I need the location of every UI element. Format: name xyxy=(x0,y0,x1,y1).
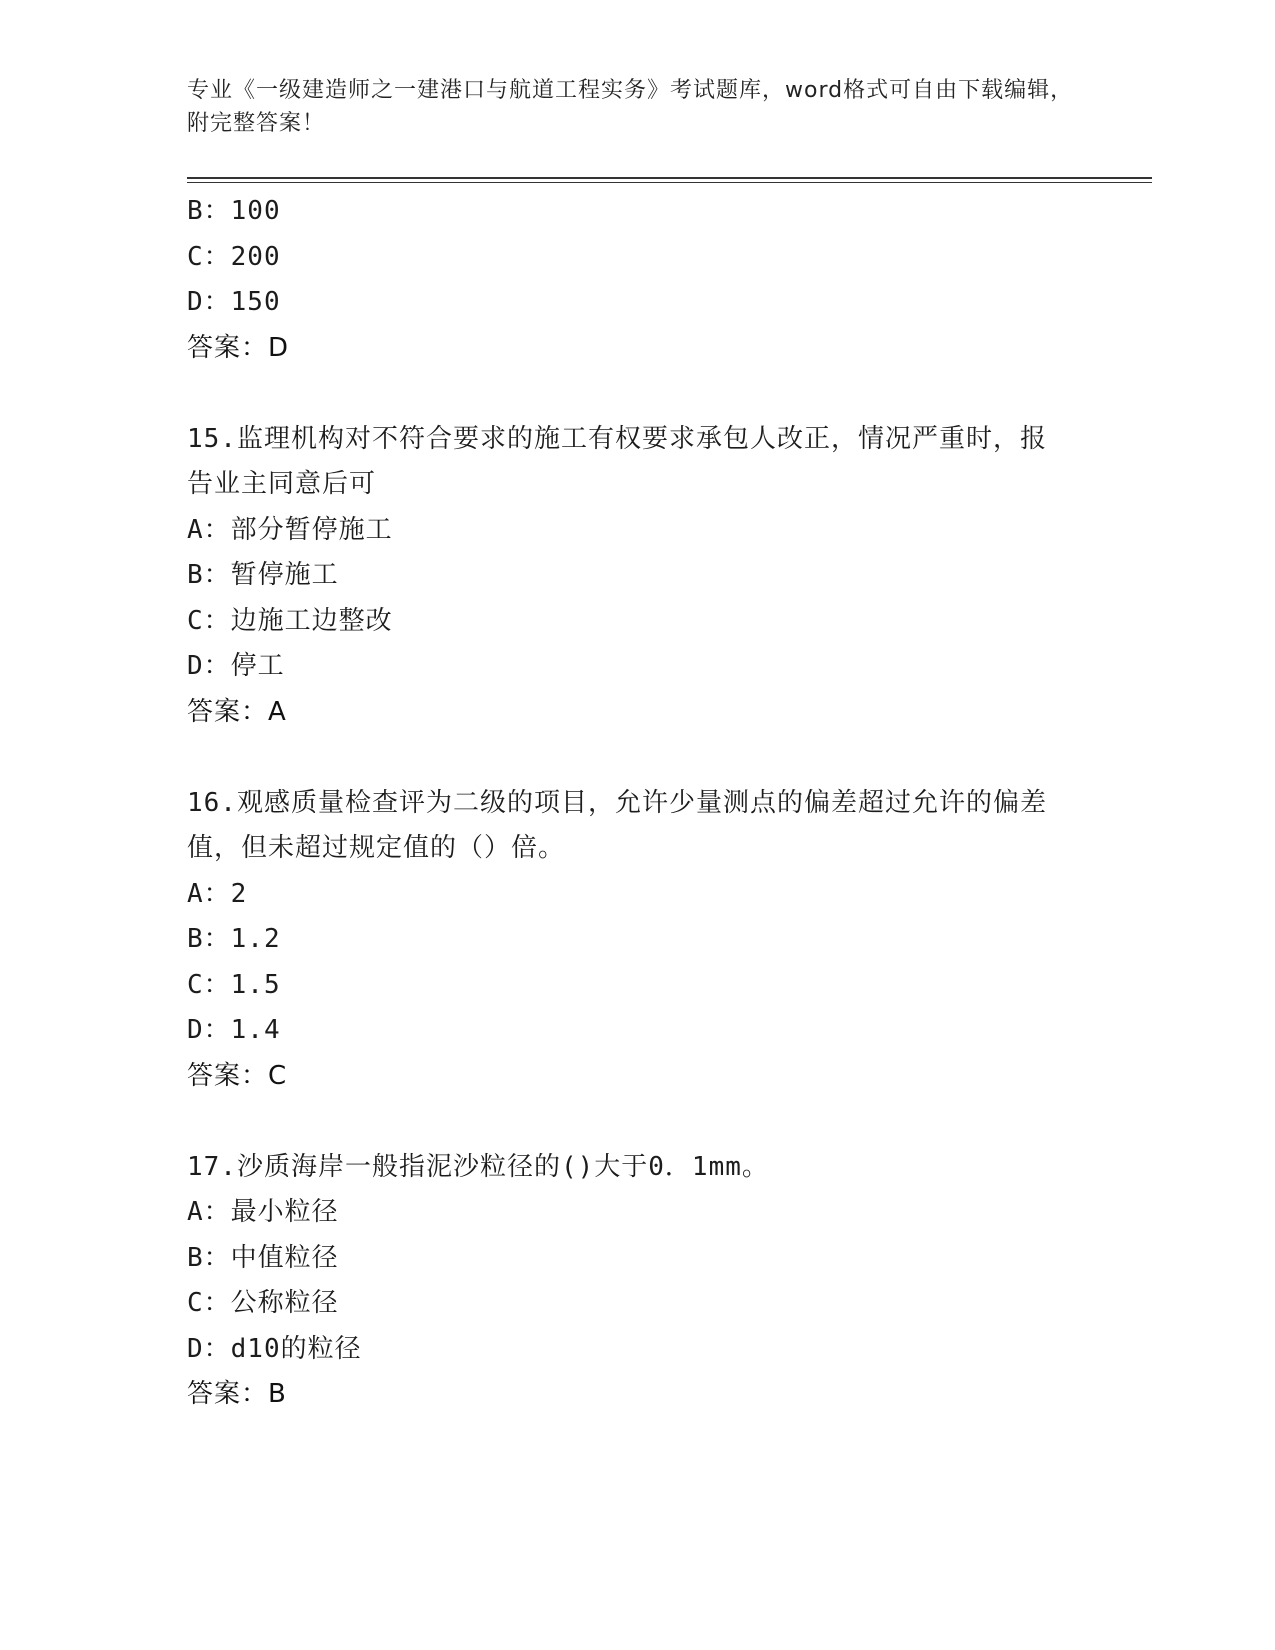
answer-line: 答案：A xyxy=(187,696,287,727)
option-b: B：暂停施工 xyxy=(187,560,339,590)
spacer xyxy=(187,371,1152,417)
option-b: B：1.2 xyxy=(187,924,281,954)
answer-line: 答案：B xyxy=(187,1379,287,1409)
answer-line: 答案：C xyxy=(187,1060,288,1091)
question-stem-16: 16.观感质量检查评为二级的项目，允许少量测点的偏差超过允许的偏差值，但未超过规定值的（）倍。 xyxy=(187,787,1047,863)
option-a: A：最小粒径 xyxy=(187,1197,339,1227)
option-d: D：1.4 xyxy=(187,1015,281,1045)
document-header: 专业《一级建造师之一建港口与航道工程实务》考试题库，word格式可自由下载编辑，附完整答案！ xyxy=(187,78,1074,136)
answer-line: 答案：D xyxy=(187,332,290,363)
question-stem-15: 15.监理机构对不符合要求的施工有权要求承包人改正，情况严重时，报告业主同意后可 xyxy=(187,423,1047,499)
question-list xyxy=(187,189,1152,1418)
option-a: A：2 xyxy=(187,878,248,909)
option-b: B：100 xyxy=(187,196,281,226)
option-c: C：200 xyxy=(187,241,281,272)
spacer xyxy=(187,735,1152,781)
header-rule-thin xyxy=(187,182,1152,183)
option-c: C：边施工边整改 xyxy=(187,605,393,636)
option-c: C：公称粒径 xyxy=(187,1288,339,1318)
option-c: C：1.5 xyxy=(187,969,281,1000)
option-d: D：停工 xyxy=(187,651,285,681)
option-a: A：部分暂停施工 xyxy=(187,514,393,545)
option-d: D：150 xyxy=(187,287,281,317)
header-rule-thick xyxy=(187,177,1152,179)
option-d: D：d10的粒径 xyxy=(187,1333,362,1364)
spacer xyxy=(187,1099,1152,1145)
option-b: B：中值粒径 xyxy=(187,1242,339,1273)
question-stem-17: 17.沙质海岸一般指泥沙粒径的()大于0．1mm。 xyxy=(187,1151,769,1182)
